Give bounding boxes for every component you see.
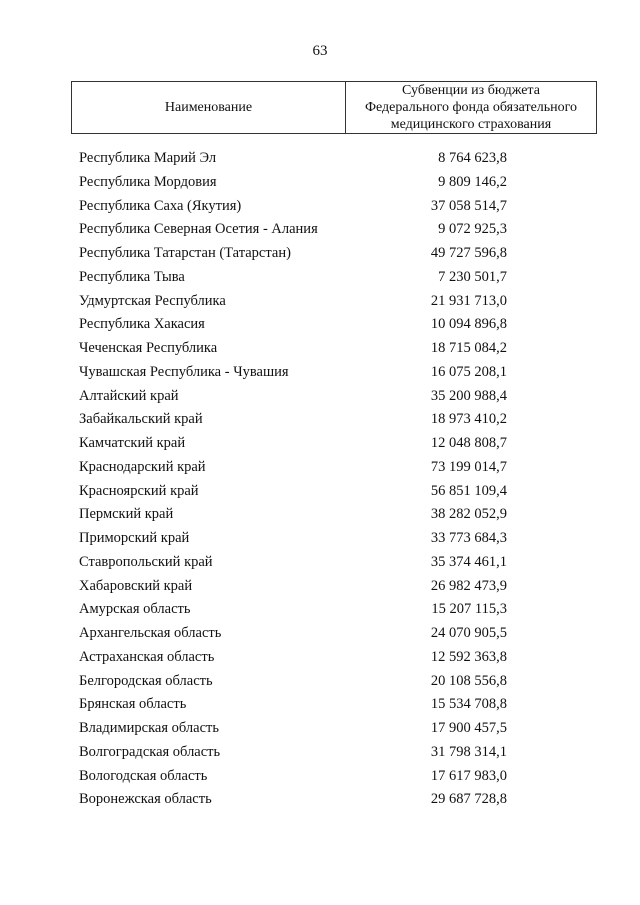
table-row: [0, 433, 640, 457]
table-row: [0, 718, 640, 742]
row-name: Брянская область: [79, 696, 187, 713]
table-row: [0, 504, 640, 528]
table-row: [0, 243, 640, 267]
row-value: 10 094 896,8: [430, 316, 507, 333]
row-name: Белгородская область: [79, 672, 213, 689]
row-value: 15 534 708,8: [430, 696, 507, 713]
row-name: Чувашская Республика - Чувашия: [79, 363, 289, 380]
row-name: Чеченская Республика: [79, 340, 218, 356]
table-row: [0, 576, 640, 600]
table-header: [71, 81, 597, 134]
row-name: Республика Марий Эл: [79, 150, 217, 166]
row-name: Забайкальский край: [79, 411, 203, 428]
table-row: [0, 362, 640, 386]
row-name: Архангельская область: [79, 625, 222, 641]
row-value: 9 072 925,3: [438, 221, 507, 238]
row-name: Астраханская область: [79, 648, 215, 665]
row-value: 12 048 808,7: [430, 435, 507, 451]
row-value: 29 687 728,8: [430, 791, 507, 808]
row-value: 24 070 905,5: [430, 625, 507, 641]
header-value-column: [346, 82, 596, 133]
row-value: 56 851 109,4: [430, 482, 507, 499]
row-value: 17 900 457,5: [430, 720, 507, 736]
table-row: [0, 386, 640, 410]
table-row: [0, 671, 640, 695]
row-value: 12 592 363,8: [430, 648, 507, 665]
table-row: [0, 172, 640, 196]
row-value: 35 200 988,4: [430, 387, 507, 404]
row-name: Вологодская область: [79, 767, 208, 784]
row-name: Алтайский край: [79, 387, 179, 404]
table-row: [0, 694, 640, 718]
header-value-line: медицинского страхования: [390, 117, 552, 132]
table-row: [0, 742, 640, 766]
row-name: Приморский край: [79, 530, 190, 546]
row-value: 20 108 556,8: [430, 672, 507, 689]
table-row: [0, 599, 640, 623]
row-value: 8 764 623,8: [438, 150, 507, 166]
row-value: 9 809 146,2: [438, 173, 507, 190]
row-value: 15 207 115,3: [431, 601, 507, 618]
table-row: [0, 267, 640, 291]
table-row: [0, 196, 640, 220]
table-row: [0, 338, 640, 362]
table-row: [0, 457, 640, 481]
row-name: Ставропольский край: [79, 553, 213, 570]
table-row: [0, 409, 640, 433]
table-row: [0, 647, 640, 671]
table-body: [0, 148, 640, 813]
row-name: Республика Тыва: [79, 268, 185, 285]
row-value: 35 374 461,1: [430, 553, 507, 570]
row-value: 7 230 501,7: [438, 268, 507, 285]
row-name: Республика Северная Осетия - Алания: [79, 221, 318, 238]
row-value: 38 282 052,9: [430, 506, 507, 523]
row-value: 18 715 084,2: [430, 340, 507, 356]
row-name: Амурская область: [79, 601, 191, 618]
row-name: Камчатский край: [79, 435, 186, 451]
table-row: [0, 528, 640, 552]
row-value: 31 798 314,1: [430, 743, 507, 760]
row-name: Воронежская область: [79, 791, 212, 808]
row-value: 26 982 473,9: [430, 577, 507, 594]
row-value: 33 773 684,3: [430, 530, 507, 546]
table-row: [0, 552, 640, 576]
row-name: Волгоградская область: [79, 743, 221, 760]
header-value-line: Федерального фонда обязательного: [364, 100, 578, 115]
table-row: [0, 623, 640, 647]
row-name: Республика Мордовия: [79, 173, 217, 190]
table-row: [0, 148, 640, 172]
row-name: Удмуртская Республика: [79, 292, 226, 309]
row-name: Республика Саха (Якутия): [79, 197, 242, 214]
row-name: Владимирская область: [79, 720, 219, 736]
table-row: [0, 481, 640, 505]
row-name: Хабаровский край: [79, 577, 193, 594]
header-value-line: Субвенции из бюджета: [402, 83, 540, 98]
table-row: [0, 219, 640, 243]
row-value: 73 199 014,7: [430, 458, 507, 475]
row-name: Республика Хакасия: [79, 316, 205, 333]
row-name: Краснодарский край: [79, 458, 206, 475]
table-row: [0, 291, 640, 315]
header-name-column: Наименование: [72, 82, 346, 133]
page-number: 63: [312, 43, 328, 59]
row-value: 49 727 596,8: [430, 245, 507, 261]
row-value: 17 617 983,0: [430, 767, 507, 784]
row-name: Красноярский край: [79, 482, 199, 499]
row-value: 16 075 208,1: [430, 363, 507, 380]
row-value: 37 058 514,7: [430, 197, 507, 214]
table-row: [0, 766, 640, 790]
table-row: [0, 314, 640, 338]
row-value: 18 973 410,2: [430, 411, 507, 428]
table-row: [0, 789, 640, 813]
row-name: Пермский край: [79, 506, 174, 523]
row-value: 21 931 713,0: [430, 292, 507, 309]
row-name: Республика Татарстан (Татарстан): [79, 245, 291, 261]
